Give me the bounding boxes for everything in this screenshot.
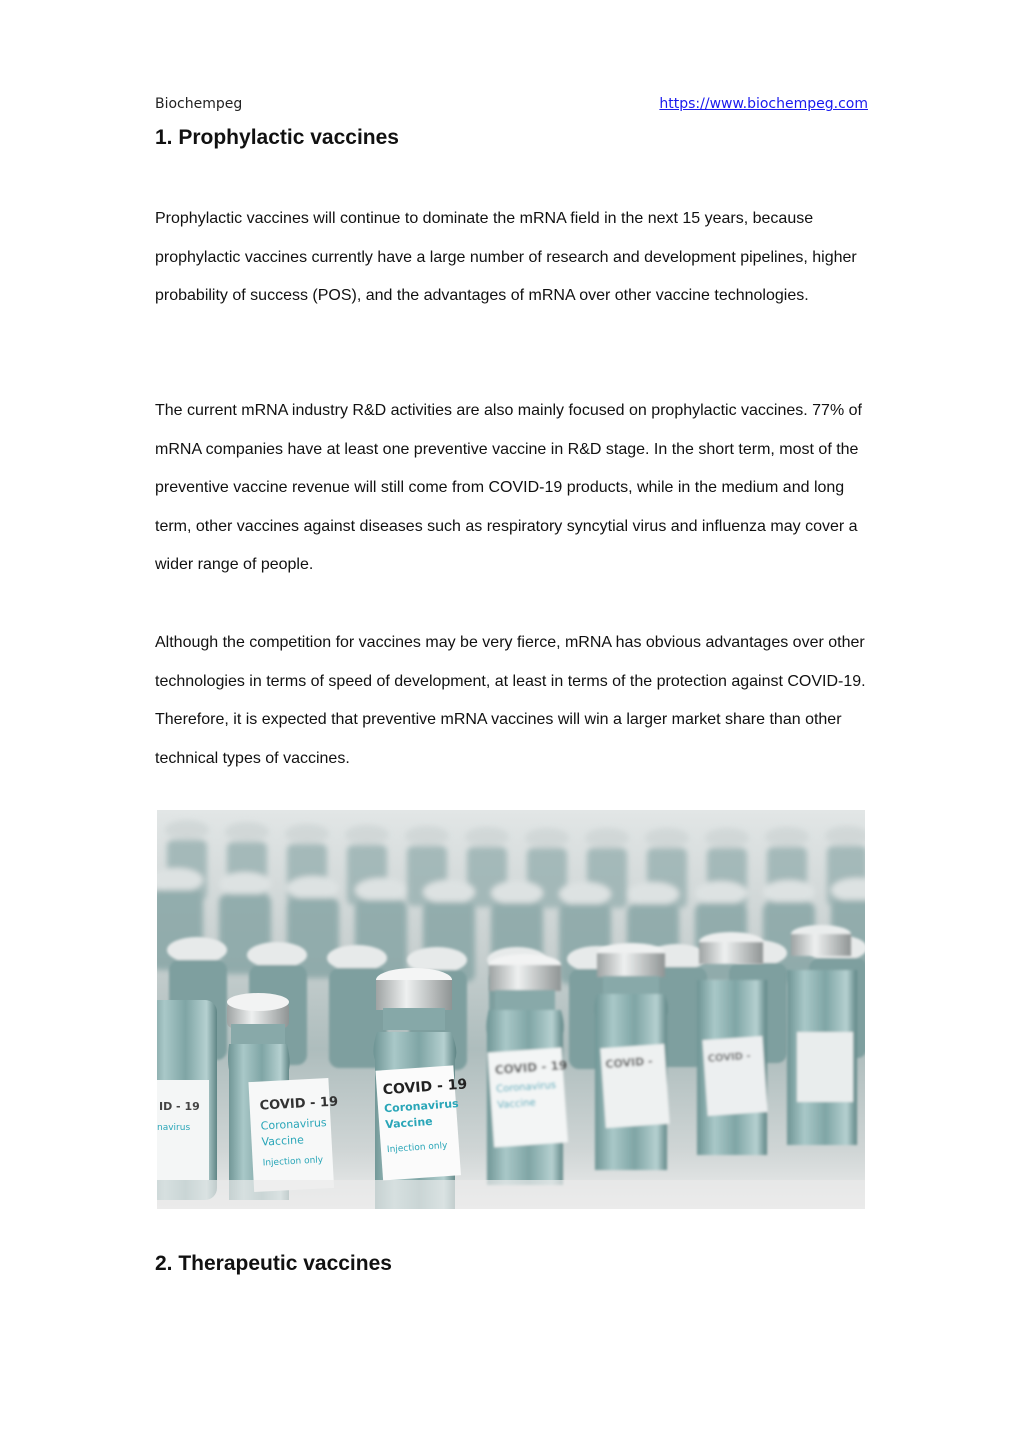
paragraph: Although the competition for vaccines may be very fierce, mRNA has obvious advantages over other technologies in terms of speed of development, at least in terms of the protection against COVID-19. Therefore, it is expected that preventive mRNA vaccines will win a larger market share than other technical types of vaccines. [155, 634, 866, 767]
header-url-link[interactable]: https://www.biochempeg.com [659, 96, 868, 112]
section-title-therapeutic: 2. Therapeutic vaccines [155, 1252, 392, 1275]
svg-text:Injection only: Injection only [386, 1140, 448, 1156]
svg-text:Coronavirus: Coronavirus [383, 1097, 460, 1116]
svg-text:COVID -: COVID - [604, 1054, 654, 1071]
svg-text:Vaccine: Vaccine [384, 1114, 434, 1132]
svg-text:COVID - 19: COVID - 19 [259, 1094, 339, 1114]
svg-text:ID - 19: ID - 19 [159, 1100, 200, 1113]
svg-text:Vaccine: Vaccine [496, 1097, 537, 1112]
paragraph: The current mRNA industry R&D activities are also mainly focused on prophylactic vaccines. 77% of mRNA companies have at least one preventive vaccine in R&D stage. In the short term, most of the preventive vaccine revenue will still come from COVID-19 products, while in the medium and long term, other vaccines against diseases such as respiratory syncytial virus and influenza may cover a wider range of people. [155, 402, 862, 574]
svg-text:COVID - 19: COVID - 19 [494, 1058, 568, 1078]
svg-text:COVID - 19: COVID - 19 [382, 1076, 468, 1099]
svg-text:Injection only: Injection only [262, 1155, 324, 1169]
section-title-prophylactic: 1. Prophylactic vaccines [155, 126, 399, 149]
paragraph: Prophylactic vaccines will continue to dominate the mRNA field in the next 15 years, because prophylactic vaccines currently have a large number of research and development pipelines, higher probability of success (POS), and the advantages of mRNA over other vaccine technologies. [155, 210, 857, 305]
vaccine-vials-photo [157, 810, 865, 1209]
vaccine-vials-illustration [157, 810, 865, 1209]
header-brand: Biochempeg [155, 96, 243, 112]
svg-text:Coronavirus: Coronavirus [260, 1116, 327, 1133]
svg-text:Vaccine: Vaccine [261, 1133, 305, 1149]
svg-text:navirus: navirus [157, 1123, 191, 1133]
svg-text:COVID -: COVID - [707, 1050, 752, 1065]
svg-text:Coronavirus: Coronavirus [495, 1079, 557, 1096]
